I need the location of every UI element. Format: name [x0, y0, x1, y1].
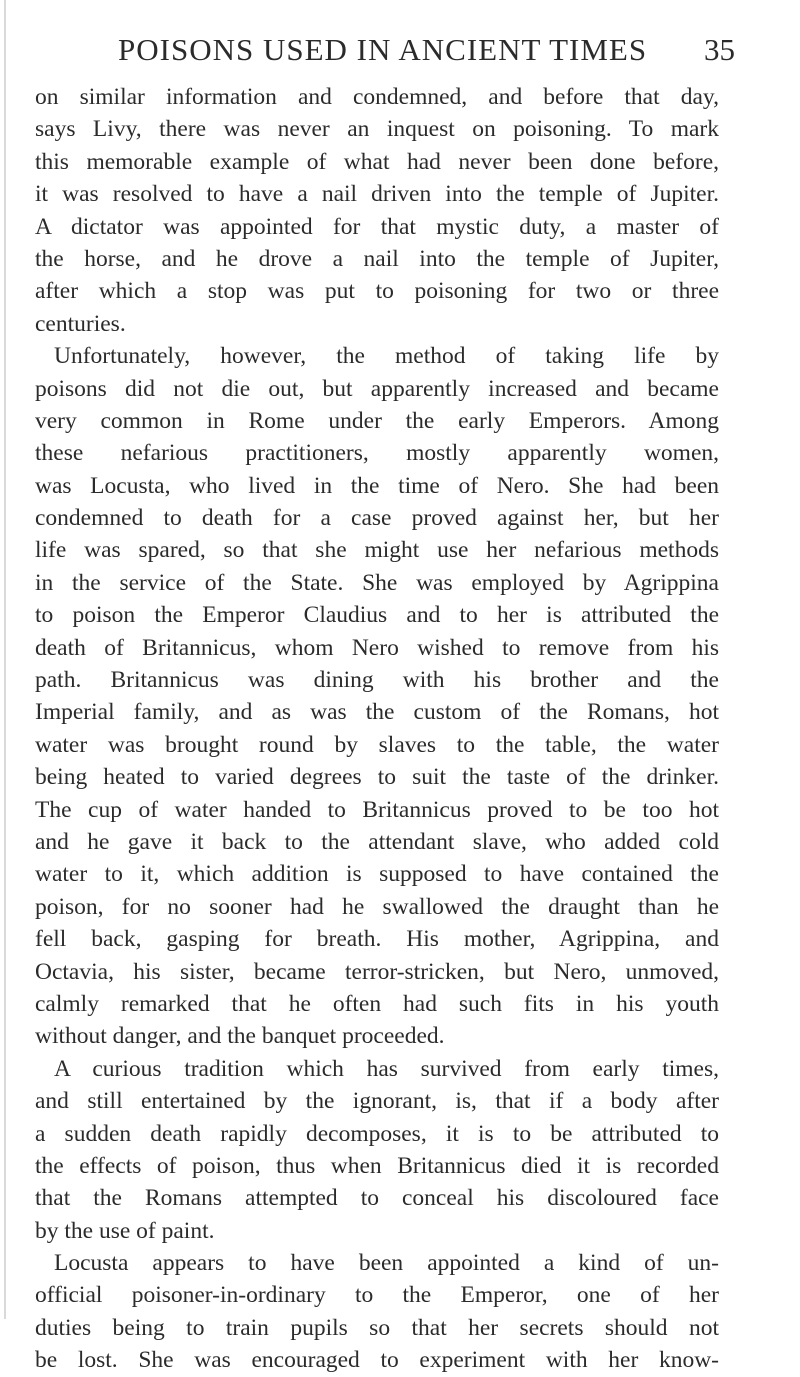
page-number: 35: [704, 32, 735, 67]
text-line: death of Britannicus, whom Nero wished to remove from his: [35, 634, 719, 661]
text-line: life was spared, so that she might use her nefarious methods: [35, 537, 719, 564]
paragraph-start-line: Locusta appears to have been appointed a kind of un-: [54, 1250, 719, 1277]
text-line: centuries.: [35, 310, 126, 337]
body-text: [35, 81, 719, 1377]
text-line: being heated to varied degrees to suit the taste of the drinker.: [35, 764, 719, 791]
text-line: it was resolved to have a nail driven into the temple of Jupiter.: [35, 181, 719, 208]
text-line: water to it, which addition is supposed to have contained the: [35, 861, 719, 888]
text-line: in the service of the State. She was employed by Agrippina: [35, 569, 719, 596]
paragraph-start-line: A curious tradition which has survived from early times,: [54, 1055, 719, 1082]
text-line: without danger, and the banquet proceeded.: [35, 1023, 445, 1050]
paragraph-start-line: Unfortunately, however, the method of taking life by: [54, 343, 719, 370]
text-line: fell back, gasping for breath. His mother, Agrippina, and: [35, 926, 719, 953]
text-line: to poison the Emperor Claudius and to her is attributed the: [35, 602, 719, 629]
text-line: condemned to death for a case proved against her, but her: [35, 505, 719, 532]
text-line: be lost. She was encouraged to experiment with her know-: [35, 1347, 719, 1374]
text-line: and still entertained by the ignorant, is, that if a body after: [35, 1088, 719, 1115]
text-line: that the Romans attempted to conceal his discoloured face: [35, 1185, 719, 1212]
text-line: poison, for no sooner had he swallowed the draught than he: [35, 893, 719, 920]
text-line: official poisoner-in-ordinary to the Emperor, one of her: [35, 1282, 719, 1309]
text-line: the horse, and he drove a nail into the temple of Jupiter,: [35, 245, 719, 272]
text-line: on similar information and condemned, and before that day,: [35, 84, 719, 110]
text-line: Imperial family, and as was the custom of the Romans, hot: [35, 699, 719, 726]
text-line: calmly remarked that he often had such fits in his youth: [35, 990, 719, 1017]
text-line: these nefarious practitioners, mostly apparently women,: [35, 440, 719, 467]
running-title: POISONS USED IN ANCIENT TIMES: [118, 32, 648, 67]
text-line: a sudden death rapidly decomposes, it is to be attributed to: [35, 1120, 719, 1147]
text-line: path. Britannicus was dining with his brother and the: [35, 667, 719, 694]
text-line: was Locusta, who lived in the time of Nero. She had been: [35, 472, 719, 499]
text-line: by the use of paint.: [35, 1217, 215, 1244]
text-line: poisons did not die out, but apparently increased and became: [35, 375, 719, 402]
text-line: duties being to train pupils so that her secrets should not: [35, 1314, 719, 1341]
text-line: water was brought round by slaves to the table, the water: [35, 731, 719, 758]
text-line: very common in Rome under the early Emperors. Among: [35, 407, 719, 434]
text-line: Octavia, his sister, became terror-stricken, but Nero, unmoved,: [35, 958, 719, 985]
text-line: The cup of water handed to Britannicus proved to be too hot: [35, 796, 719, 823]
text-line: the effects of poison, thus when Britannicus died it is recorded: [35, 1152, 719, 1179]
text-line: and he gave it back to the attendant slave, who added cold: [35, 828, 719, 855]
text-line: A dictator was appointed for that mystic duty, a master of: [35, 213, 719, 240]
page-header: [0, 30, 800, 70]
text-line: after which a stop was put to poisoning for two or three: [35, 278, 719, 305]
text-line: says Livy, there was never an inquest on poisoning. To mark: [35, 116, 719, 143]
page-edge-shadow: [4, 0, 6, 1319]
text-line: this memorable example of what had never been done before,: [35, 148, 719, 175]
